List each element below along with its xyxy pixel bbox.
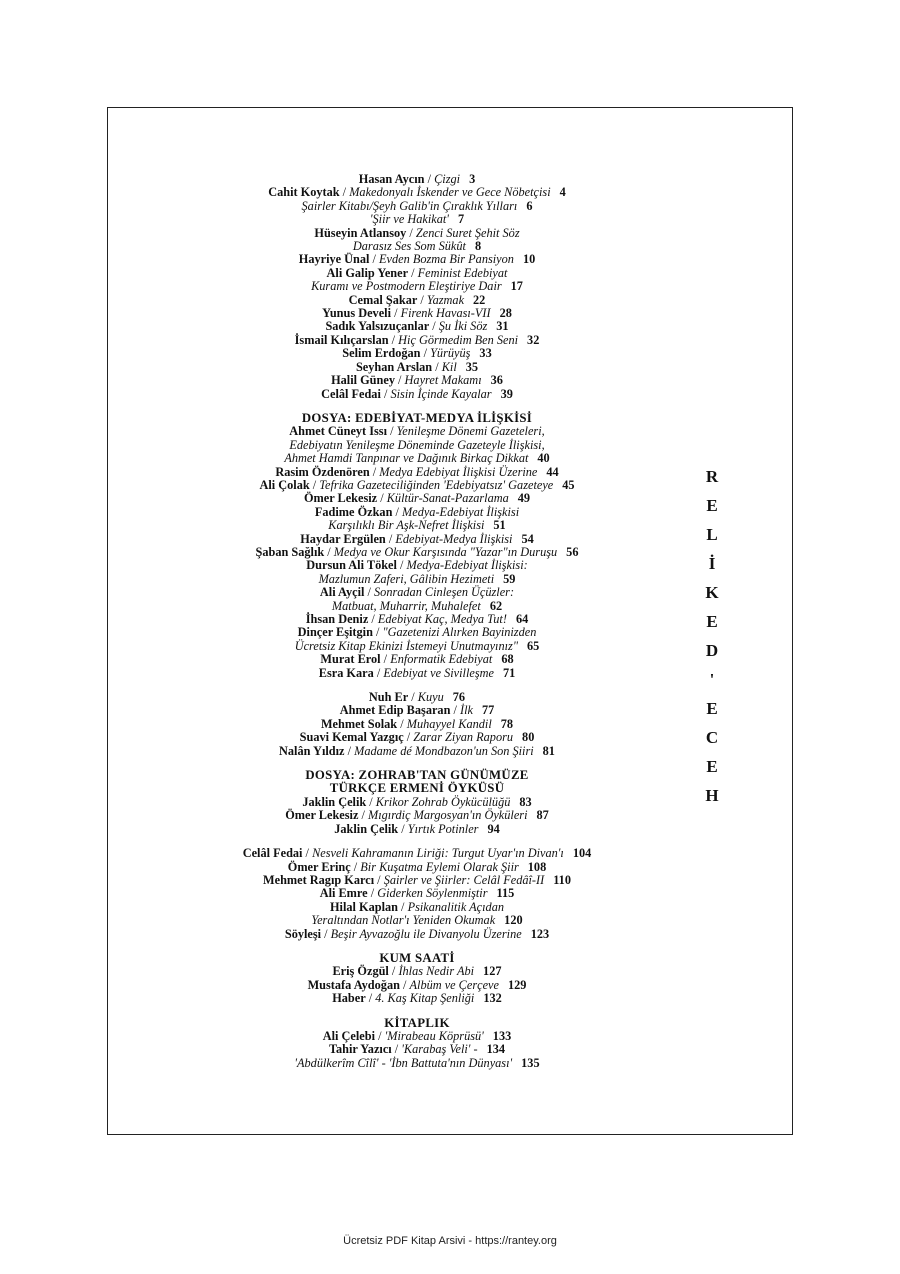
sidebar-letter: L: [706, 525, 718, 544]
toc-title: 'Mirabeau Köprüsü': [384, 1028, 484, 1043]
toc-page-number: 83: [519, 794, 532, 809]
toc-separator: /: [302, 846, 313, 861]
toc-entry[interactable]: [200, 965, 634, 978]
toc-entry[interactable]: [200, 718, 634, 731]
toc-page-number: 54: [521, 531, 534, 546]
toc-page-number: 17: [510, 279, 523, 294]
toc-title: Hiç Görmedim Ben Seni: [398, 332, 519, 347]
toc-separator: /: [394, 373, 405, 388]
toc-author: Ahmet Cüneyt Issı: [289, 424, 387, 439]
toc-separator: /: [408, 690, 418, 705]
toc-entry[interactable]: [200, 887, 634, 900]
toc-author: Ali Ayçil: [319, 585, 365, 600]
toc-entry[interactable]: [200, 334, 634, 347]
toc-separator: /: [385, 531, 396, 546]
toc-page-number: 129: [507, 977, 527, 992]
toc-entry[interactable]: [200, 388, 634, 401]
toc-entry[interactable]: [200, 240, 634, 253]
toc-page-number: 78: [500, 716, 514, 731]
toc-page-number: 87: [536, 808, 549, 823]
toc-entry[interactable]: [200, 704, 634, 717]
sidebar-letter: E: [706, 757, 718, 776]
toc-page-number: 104: [572, 846, 592, 861]
toc-separator: /: [424, 172, 435, 186]
toc-author: Yunus Develi: [322, 306, 391, 321]
toc-page-number: 32: [527, 332, 540, 347]
toc-separator: /: [432, 359, 442, 374]
toc-author: Fadime Özkan: [314, 504, 393, 519]
sidebar-letter: E: [706, 496, 718, 515]
toc-author: Dursun Ali Tökel: [306, 558, 397, 573]
toc-entry[interactable]: [200, 533, 634, 546]
toc-separator: /: [375, 1028, 385, 1043]
toc-entry[interactable]: [200, 186, 634, 199]
toc-title: Medya-Edebiyat İlişkisi:: [406, 558, 528, 573]
section-heading: KUM SAATİ: [379, 950, 455, 965]
toc-author: Mustafa Aydoğan: [307, 977, 400, 992]
toc-author: Jaklin Çelik: [334, 821, 399, 836]
toc-author: Ahmet Edip Başaran: [339, 703, 451, 718]
sidebar-letter: D: [705, 641, 719, 660]
toc-author: Suavi Kemal Yazgıç: [299, 730, 404, 745]
toc-separator: /: [309, 477, 320, 492]
toc-author: Esra Kara: [318, 665, 374, 680]
toc-separator: /: [372, 625, 383, 640]
toc-entry[interactable]: [200, 626, 634, 639]
toc-title: Firenk Havası-VII: [400, 306, 491, 321]
toc-entry[interactable]: [200, 374, 634, 387]
sidebar-letter: E: [706, 612, 718, 631]
toc-title: Mazlumun Zaferi, Gâlibin Hezimeti: [318, 571, 495, 586]
section-gap: [200, 1006, 634, 1017]
toc-author: Söyleşi: [284, 926, 322, 941]
toc-page-number: 71: [502, 665, 516, 680]
toc-author: Jaklin Çelik: [302, 794, 367, 809]
toc-entry[interactable]: [200, 613, 634, 626]
toc-author: Tahir Yazıcı: [328, 1042, 392, 1057]
toc-separator: /: [388, 964, 399, 979]
toc-entry[interactable]: [200, 745, 634, 758]
toc-entry[interactable]: [200, 466, 634, 479]
toc-page-number: 62: [489, 598, 503, 613]
toc-title: Kültür-Sanat-Pazarlama: [386, 491, 509, 506]
toc-title: Çizgi: [434, 172, 461, 186]
toc-page-number: 28: [499, 306, 512, 321]
toc-separator: /: [429, 319, 439, 334]
toc-author: Şaban Sağlık: [255, 544, 325, 559]
toc-entry[interactable]: [200, 253, 634, 266]
toc-entry[interactable]: [200, 1030, 634, 1043]
toc-title: Şu İki Söz: [438, 319, 488, 334]
toc-author: Selim Erdoğan: [342, 346, 421, 361]
toc-title: 'Karabaş Veli' -: [401, 1042, 478, 1057]
toc-title: Zenci Suret Şehit Söz: [415, 225, 520, 240]
toc-entry[interactable]: [200, 874, 634, 887]
toc-title: Şairler ve Şiirler: Celâl Fedâî-II: [383, 872, 545, 887]
table-of-contents: [200, 173, 634, 1070]
toc-title: Sisin İçinde Kayalar: [390, 386, 492, 401]
toc-entry[interactable]: [200, 173, 634, 186]
sidebar-title: [700, 462, 724, 810]
toc-page-number: 45: [562, 477, 575, 492]
toc-author: İhsan Deniz: [305, 612, 369, 626]
sidebar-letter: H: [705, 786, 719, 805]
toc-author: Seyhan Arslan: [355, 359, 433, 374]
toc-separator: /: [374, 872, 384, 887]
toc-author: Ali Galip Yener: [326, 265, 409, 280]
toc-entry[interactable]: [200, 452, 634, 465]
toc-entry[interactable]: [200, 809, 634, 822]
toc-separator: /: [406, 225, 416, 240]
toc-author: Ömer Lekesiz: [303, 491, 378, 506]
toc-page-number: 10: [522, 252, 536, 267]
section-heading: KİTAPLIK: [384, 1015, 450, 1030]
toc-entry[interactable]: [200, 600, 634, 613]
toc-title: Medya ve Okur Karşısında "Yazar"ın Duruşu: [333, 544, 558, 559]
toc-author: Dinçer Eşitgin: [297, 625, 373, 640]
toc-title: Karşılıklı Bir Aşk-Nefret İlişkisi: [328, 518, 485, 533]
toc-entry[interactable]: [200, 667, 634, 680]
toc-separator: /: [380, 386, 391, 401]
toc-title: 'Abdülkerîm Cîlî' - 'İbn Battuta'nın Dünyası': [294, 1055, 513, 1070]
toc-separator: /: [369, 252, 380, 267]
toc-entry[interactable]: [200, 280, 634, 293]
sidebar-letter: E: [706, 699, 718, 718]
toc-title: Madame dé Mondbazon'un Son Şiiri: [354, 743, 534, 758]
toc-title: Darasız Ses Som Sükût: [352, 239, 466, 254]
toc-entry[interactable]: [200, 586, 634, 599]
toc-title: Yürüyüş: [430, 346, 471, 361]
toc-page-number: 108: [527, 859, 547, 874]
toc-author: Mehmet Solak: [320, 716, 398, 731]
toc-separator: /: [396, 558, 407, 573]
toc-entry[interactable]: [200, 307, 634, 320]
toc-entry[interactable]: [200, 546, 634, 559]
toc-author: Rasim Özdenören: [275, 464, 370, 479]
toc-separator: /: [408, 265, 418, 280]
toc-separator: /: [399, 977, 410, 992]
toc-author: Hilal Kaplan: [329, 899, 398, 914]
toc-separator: /: [398, 821, 408, 836]
toc-title: "Gazetenizi Alırken Bayinizden: [382, 625, 537, 640]
toc-page-number: 4: [559, 185, 566, 200]
toc-entry[interactable]: [200, 640, 634, 653]
sidebar-letter: R: [705, 467, 719, 486]
toc-author: İsmail Kılıçarslan: [294, 332, 389, 347]
toc-separator: /: [358, 808, 368, 823]
toc-page-number: 40: [537, 451, 550, 466]
toc-separator: /: [377, 491, 387, 506]
toc-separator: /: [373, 665, 384, 680]
toc-entry[interactable]: [200, 519, 634, 532]
toc-page-number: 51: [493, 518, 506, 533]
toc-entry[interactable]: [200, 361, 634, 374]
toc-title: Hayret Makamı: [404, 373, 482, 388]
toc-entry[interactable]: [200, 901, 634, 914]
toc-entry[interactable]: [200, 914, 634, 927]
toc-title: Yazmak: [426, 292, 465, 307]
toc-entry[interactable]: [200, 861, 634, 874]
toc-entry[interactable]: [200, 425, 634, 438]
toc-author: Haydar Ergülen: [300, 531, 386, 546]
toc-page-number: 132: [483, 991, 502, 1006]
toc-page-number: 65: [527, 638, 540, 653]
toc-author: Cemal Şakar: [348, 292, 418, 307]
toc-title: Şairler Kitabı/Şeyh Galib'in Çıraklık Yılları: [301, 198, 518, 213]
toc-title: Makedonyalı İskender ve Gece Nöbetçisi: [349, 185, 551, 200]
toc-separator: /: [450, 703, 460, 718]
toc-author: Mehmet Ragıp Karcı: [263, 872, 375, 887]
toc-title: Nesveli Kahramanın Liriği: Turgut Uyar'ın Divan'ı: [312, 846, 564, 861]
toc-separator: /: [388, 332, 399, 347]
toc-page-number: 133: [492, 1028, 512, 1043]
toc-separator: /: [321, 926, 331, 941]
toc-page-number: 81: [542, 743, 555, 758]
toc-page-number: 64: [515, 612, 529, 626]
toc-title: Kuramı ve Postmodern Eleştiriye Dair: [311, 279, 502, 294]
toc-page-number: 77: [481, 703, 495, 718]
toc-title: Matbuat, Muharrir, Muhalefet: [331, 598, 481, 613]
toc-title: Albüm ve Çerçeve: [409, 977, 499, 992]
toc-author: Murat Erol: [320, 652, 381, 667]
toc-separator: /: [367, 886, 378, 901]
toc-author: Halil Güney: [331, 373, 395, 388]
toc-author: Celâl Fedai: [242, 846, 303, 861]
toc-page-number: 44: [546, 464, 559, 479]
toc-entry[interactable]: [200, 227, 634, 240]
toc-author: Ali Çelebi: [322, 1028, 376, 1043]
toc-title: Mıgırdiç Margosyan'ın Öyküleri: [367, 808, 528, 823]
toc-separator: /: [369, 464, 380, 479]
toc-title: Evden Bozma Bir Pansiyon: [379, 252, 514, 267]
toc-separator: /: [364, 585, 375, 600]
toc-separator: /: [391, 306, 401, 321]
toc-entry[interactable]: [200, 320, 634, 333]
toc-author: Hüseyin Atlansoy: [314, 225, 407, 240]
toc-author: Nalân Yıldız: [279, 743, 345, 758]
toc-title: Yenileşme Dönemi Gazeteleri,: [396, 424, 545, 439]
sidebar-letter: İ: [708, 554, 716, 573]
toc-entry[interactable]: [200, 347, 634, 360]
toc-author: Cahit Koytak: [268, 185, 340, 200]
toc-entry[interactable]: [200, 823, 634, 836]
toc-title: Medya-Edebiyat İlişkisi: [402, 504, 520, 519]
toc-entry[interactable]: [200, 479, 634, 492]
toc-page-number: 3: [469, 172, 476, 186]
toc-title: Giderken Söylenmiştir: [377, 886, 488, 901]
toc-author: Hayriye Ünal: [298, 252, 370, 267]
toc-page-number: 8: [474, 239, 482, 254]
toc-entry[interactable]: [200, 439, 634, 452]
toc-title: Enformatik Edebiyat: [390, 652, 493, 667]
toc-entry[interactable]: [200, 559, 634, 572]
toc-separator: /: [365, 991, 376, 1006]
toc-entry[interactable]: [200, 1057, 634, 1070]
toc-author: Ömer Lekesiz: [285, 808, 359, 823]
toc-title: Kil: [441, 359, 457, 374]
toc-title: 4. Kaş Kitap Şenliği: [375, 991, 475, 1006]
toc-entry[interactable]: [200, 506, 634, 519]
toc-title: Edebiyat-Medya İlişkisi: [395, 531, 513, 546]
toc-page-number: 36: [490, 373, 503, 388]
toc-entry[interactable]: [200, 653, 634, 666]
toc-page-number: 33: [479, 346, 492, 361]
toc-title: 'Şiir ve Hakikat': [369, 212, 449, 227]
toc-entry[interactable]: [200, 1043, 634, 1056]
toc-entry[interactable]: [200, 992, 634, 1005]
toc-page-number: 135: [521, 1055, 540, 1070]
toc-entry[interactable]: [200, 979, 634, 992]
toc-title: Edebiyat ve Sivilleşme: [383, 665, 494, 680]
toc-title: Psikanalitik Açıdan: [407, 899, 504, 914]
toc-separator: /: [392, 504, 402, 519]
toc-separator: /: [368, 612, 378, 626]
toc-entry[interactable]: [200, 731, 634, 744]
toc-page-number: 80: [522, 730, 535, 745]
toc-title: Ücretsiz Kitap Ekinizi İstemeyi Unutmayınız": [294, 638, 518, 653]
toc-separator: /: [417, 292, 427, 307]
sidebar-letter: ': [709, 670, 715, 689]
toc-title: İhlas Nedir Abi: [398, 964, 475, 979]
toc-page-number: 56: [566, 544, 579, 559]
toc-page-number: 94: [487, 821, 500, 836]
toc-author: Hasan Aycın: [358, 172, 425, 186]
toc-entry[interactable]: [200, 200, 634, 213]
toc-author: Sadık Yalsızuçanlar: [325, 319, 430, 334]
sidebar-letter: C: [705, 728, 719, 747]
toc-page-number: 115: [496, 886, 515, 901]
toc-page-number: 68: [501, 652, 514, 667]
toc-separator: /: [391, 1042, 402, 1057]
toc-page-number: 49: [517, 491, 531, 506]
section-heading: TÜRKÇE ERMENİ ÖYKÜSÜ: [329, 781, 505, 796]
toc-entry[interactable]: [200, 691, 634, 704]
toc-page-number: 6: [526, 198, 533, 213]
toc-author: Celâl Fedai: [321, 386, 381, 401]
toc-author: Ali Çolak: [259, 477, 310, 492]
toc-title: Ahmet Hamdi Tanpınar ve Dağınık Birkaç Dikkat: [284, 451, 529, 466]
toc-title: Feminist Edebiyat: [417, 265, 508, 280]
toc-separator: /: [420, 346, 431, 361]
toc-title: Beşir Ayvazoğlu ile Divanyolu Üzerine: [330, 926, 522, 941]
sidebar-letter: K: [705, 583, 719, 602]
toc-page-number: 110: [553, 872, 571, 887]
toc-separator: /: [387, 424, 397, 439]
section-heading: DOSYA: ZOHRAB'TAN GÜNÜMÜZE: [305, 768, 529, 783]
toc-title: Sonradan Cinleşen Üçüzler:: [374, 585, 515, 600]
toc-page-number: 22: [473, 292, 486, 307]
toc-author: Ali Emre: [319, 886, 368, 901]
toc-entry[interactable]: [200, 294, 634, 307]
toc-separator: /: [380, 652, 391, 667]
toc-page-number: 7: [457, 212, 465, 227]
toc-entry[interactable]: [200, 847, 634, 860]
section-heading: DOSYA: EDEBİYAT-MEDYA İLİŞKİSİ: [301, 410, 533, 425]
toc-title: Tefrika Gazeteciliğinden 'Edebiyatsız' Gazeteye: [319, 477, 554, 492]
toc-page-number: 120: [504, 913, 523, 928]
toc-author: Ömer Erinç: [287, 859, 351, 874]
toc-author: Nuh Er: [368, 690, 409, 705]
toc-title: Zarar Ziyan Raporu: [413, 730, 514, 745]
toc-separator: /: [324, 544, 334, 559]
toc-title: Edebiyatın Yenileşme Döneminde Gazeteyle İlişkisi,: [289, 437, 545, 452]
toc-title: Edebiyat Kaç, Medya Tut!: [377, 612, 507, 626]
toc-title: Kuyu: [417, 690, 444, 705]
toc-title: Yeraltından Notlar'ı Yeniden Okumak: [311, 913, 496, 928]
toc-author: Eriş Özgül: [332, 964, 389, 979]
toc-page-number: 123: [530, 926, 550, 941]
toc-author: Haber: [332, 991, 366, 1006]
toc-entry[interactable]: [200, 492, 634, 505]
toc-separator: /: [350, 859, 361, 874]
toc-entry[interactable]: [200, 213, 634, 226]
toc-page-number: 31: [496, 319, 509, 334]
toc-separator: /: [339, 185, 350, 200]
toc-title: Krikor Zohrab Öykücülüğü: [375, 794, 511, 809]
toc-title: İlk: [460, 703, 473, 718]
footer-text: Ücretsiz PDF Kitap Arsivi - https://rantey.org: [343, 1235, 557, 1247]
toc-page-number: 134: [486, 1042, 506, 1057]
toc-separator: /: [366, 794, 376, 809]
toc-page-number: 127: [483, 964, 502, 979]
toc-title: Medya Edebiyat İlişkisi Üzerine: [379, 464, 538, 479]
toc-page-number: 59: [503, 571, 516, 586]
toc-entry[interactable]: [200, 928, 634, 941]
toc-separator: /: [397, 899, 408, 914]
toc-title: Muhayyel Kandil: [406, 716, 492, 731]
toc-title: Yırtık Potinler: [407, 821, 479, 836]
toc-page-number: 76: [452, 690, 466, 705]
toc-separator: /: [397, 716, 407, 731]
toc-page-number: 35: [465, 359, 479, 374]
toc-page-number: 39: [500, 386, 513, 401]
toc-separator: /: [344, 743, 355, 758]
toc-title: Bir Kuşatma Eylemi Olarak Şiir: [360, 859, 519, 874]
toc-separator: /: [403, 730, 414, 745]
toc-entry[interactable]: [200, 267, 634, 280]
